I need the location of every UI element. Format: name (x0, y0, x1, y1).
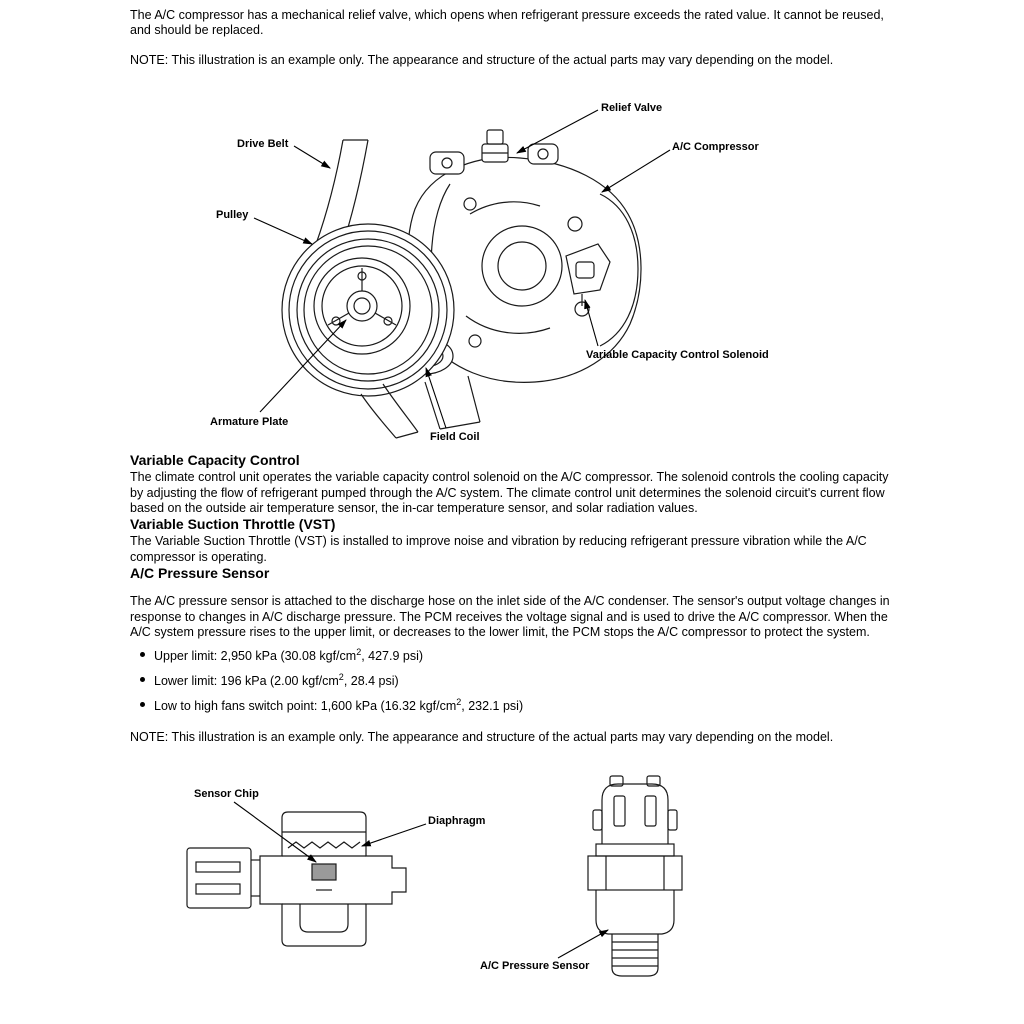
compressor-figure (130, 94, 896, 452)
note-2: NOTE: This illustration is an example only. The appearance and structure of the actual parts may vary depending on the model. (130, 730, 834, 745)
vcc-paragraph: The climate control unit operates the variable capacity control solenoid on the A/C compressor. The solenoid controls the cooling capacity by adjusting the flow of refrigerant pumped through the A/C system. The climate control unit determines the solenoid circuit's current flow based on the outside air temperature sensor, the in-car temperature sensor, and solar radiation values. (130, 470, 889, 515)
pressure-spec-list (130, 649, 896, 714)
label-pulley: Pulley (216, 209, 249, 222)
bullet-dot (140, 702, 145, 707)
pressure-sensor-paragraph: The A/C pressure sensor is attached to the discharge hose on the inlet side of the A/C condenser. The sensor's output voltage changes in response to changes in A/C discharge pressure. The PCM receives the voltage signal and is used to drive the A/C compressor. When the A/C system pressure rises to the upper limit, or decreases to the lower limit, the PCM stops the A/C compressor to protect the system. (130, 594, 890, 640)
label-armature-plate: Armature Plate (210, 416, 289, 429)
sensor-3d-shape (588, 776, 682, 976)
label-vcc-solenoid: Variable Capacity Control Solenoid (586, 349, 769, 362)
leader-lines (234, 802, 608, 958)
sensor-cross-section-shape (187, 812, 406, 946)
label-sensor-chip: Sensor Chip (194, 787, 259, 800)
label-field-coil: Field Coil (430, 431, 480, 444)
heading-variable-suction-throttle: Variable Suction Throttle (VST) (130, 516, 336, 533)
label-drive-belt: Drive Belt (237, 138, 289, 151)
label-diaphragm: Diaphragm (428, 814, 486, 827)
note-1: NOTE: This illustration is an example only. The appearance and structure of the actual parts may vary depending on the model. (130, 52, 834, 67)
bullet-dot (140, 677, 145, 682)
label-relief-valve: Relief Valve (601, 102, 663, 115)
heading-variable-capacity-control: Variable Capacity Control (130, 452, 300, 469)
intro-paragraph: The A/C compressor has a mechanical relief valve, which opens when refrigerant pressure exceeds the rated value. It cannot be reused, and should be replaced. (130, 8, 884, 38)
pressure-sensor-illustration (130, 772, 896, 984)
spec-fan-switch-point: Low to high fans switch point: 1,600 kPa (16.32 kgf/$cm^2$, 232.1 psi) (130, 699, 896, 715)
pulley-shape (282, 224, 454, 396)
pressure-sensor-figure (130, 772, 896, 984)
label-ac-compressor: A/C Compressor (672, 141, 759, 154)
label-ac-pressure-sensor: A/C Pressure Sensor (480, 959, 590, 972)
vst-paragraph: The Variable Suction Throttle (VST) is installed to improve noise and vibration by reducing refrigerant pressure vibration while the A/C compressor is operating. (130, 534, 867, 564)
content-column (130, 0, 896, 984)
heading-ac-pressure-sensor: A/C Pressure Sensor (130, 565, 270, 582)
spec-lower-limit: Lower limit: 196 kPa (2.00 kgf/$cm^2$, 28.4 psi) (130, 674, 896, 690)
spec-upper-limit: Upper limit: 2,950 kPa (30.08 kgf/$cm^2$, 427.9 psi) (130, 649, 896, 665)
bullet-dot (140, 652, 145, 657)
